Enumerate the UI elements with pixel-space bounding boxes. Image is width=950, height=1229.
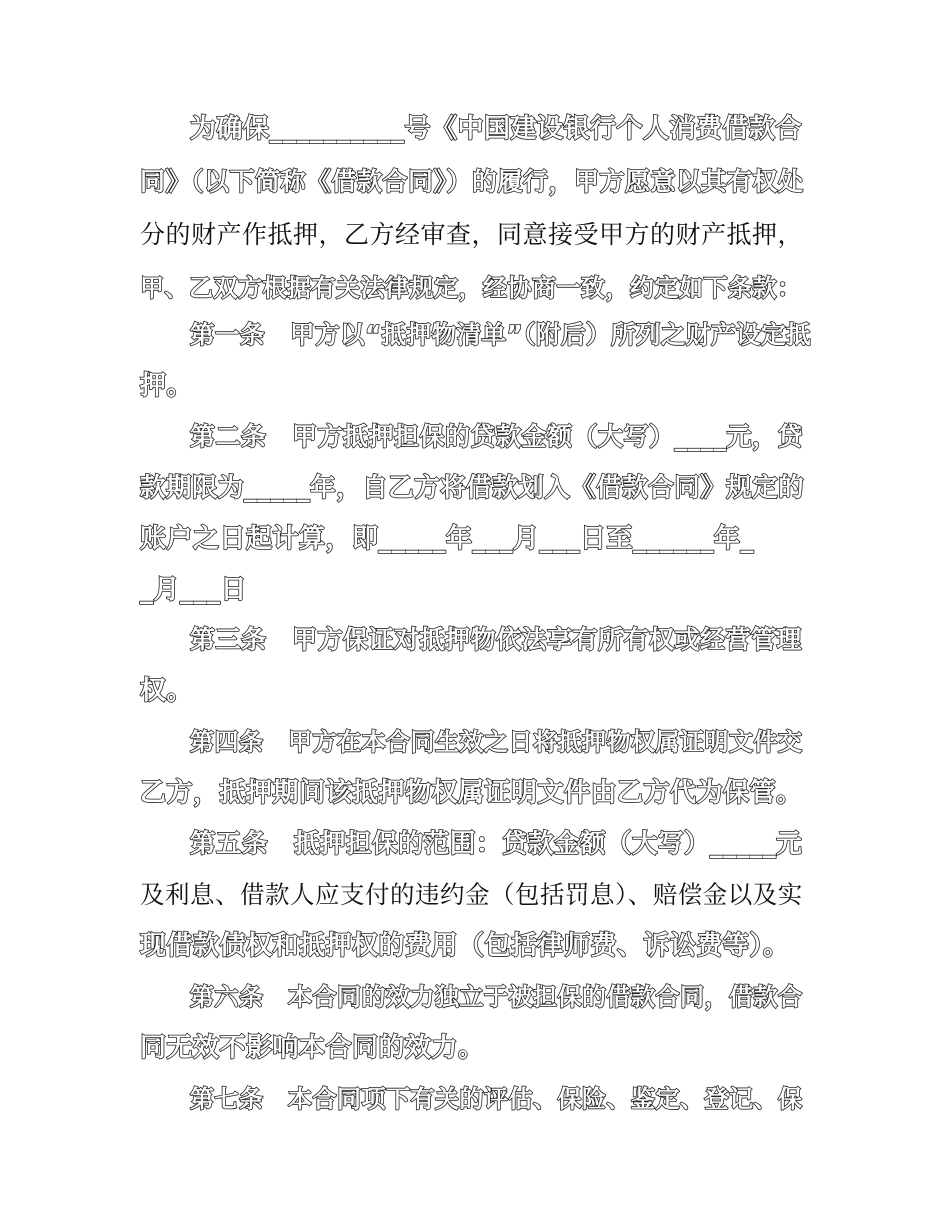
text-line: 甲、乙双方根据有关法律规定，经协商一致，约定如下条款： [140, 274, 802, 302]
text-line: 第四条 甲方在本合同生效之日将抵押物权属证明文件交 [190, 728, 803, 756]
text-line: 押。 [140, 371, 194, 401]
text-line: 现借款债权和抵押权的费用（包括律师费、诉讼费等）。 [140, 931, 790, 961]
text-line: 第三条 甲方保证对抵押物依法享有所有权或经营管理 [190, 625, 803, 654]
text-line: 第一条 甲方以“抵押物清单”（附后）所列之财产设定抵 [190, 320, 811, 349]
text-line: 权。 [140, 676, 194, 706]
text-line: 及利息、借款人应支付的违约金（包括罚息）、赔偿金以及实 [140, 880, 803, 909]
text-line: 第六条 本合同的效力独立于被担保的借款合同，借款合 [190, 983, 803, 1011]
text-line: 同》（以下简称《借款合同》）的履行，甲方愿意以其有权处 [140, 167, 804, 196]
text-line: 分的财产作抵押，乙方经审查，同意接受甲方的财产抵押， [140, 220, 804, 249]
text-line: 账户之日起计算，即_____年___月___日至______年_ [140, 524, 755, 554]
text-line: _月___日 [140, 575, 248, 605]
text-line: 为确保__________号《中国建设银行个人消费借款合 [190, 114, 803, 144]
text-line: 第二条 甲方抵押担保的贷款金额（大写）____元，贷 [190, 422, 804, 451]
text-line: 同无效不影响本合同的效力。 [140, 1033, 485, 1063]
text-line: 乙方，抵押期间该抵押物权属证明文件由乙方代为保管。 [140, 778, 803, 808]
text-line: 第五条 抵押担保的范围：贷款金额（大写）_____元 [190, 829, 803, 859]
text-line: 第七条 本合同项下有关的评估、保险、鉴定、登记、保 [190, 1085, 803, 1113]
text-line: 款期限为_____年，自乙方将借款划入《借款合同》规定的 [140, 473, 805, 503]
